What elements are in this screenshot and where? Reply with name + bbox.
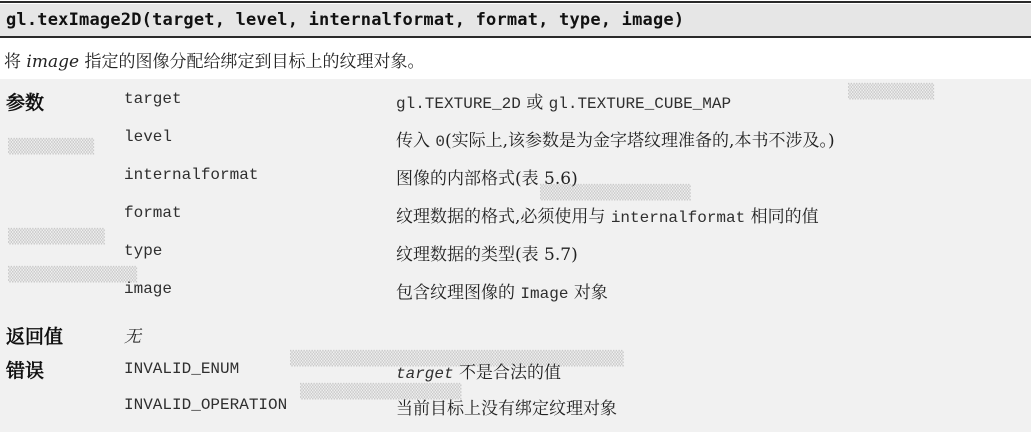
function-signature: gl.texImage2D(target, level, internalformat, format, type, image) [6,10,685,30]
error-row-invalid-operation [0,394,1031,426]
param-description: 纹理数据的格式,必须使用与 internalformat 相同的值 [396,207,819,227]
param-description: 图像的内部格式(表 5.6) [396,169,578,189]
return-value: 无 [124,327,141,347]
errors-section-label: 错误 [6,360,45,382]
param-name: level [124,128,173,146]
return-row [0,322,1031,354]
error-name: INVALID_OPERATION [124,396,288,414]
bleed-through-text: ▒▒▒▒▒▒▒▒▒▒▒▒▒▒▒▒▒▒▒▒▒▒▒▒▒▒▒▒▒▒▒ [290,351,624,367]
signature-rule [0,36,1031,38]
bleed-through-text: ▒▒▒▒▒▒▒▒▒▒▒▒ [8,267,138,283]
error-row-invalid-enum [0,356,1031,388]
bleed-through-text: ▒▒▒▒▒▒▒▒▒ [8,229,105,245]
description-after: 指定的图像分配给绑定到目标上的纹理对象。 [84,52,425,72]
param-description: 传入 0(实际上,该参数是为金字塔纹理准备的,本书不涉及。) [396,131,835,151]
error-description: 当前目标上没有绑定纹理对象 [396,399,617,419]
description-before: 将 [4,52,21,72]
param-name: format [124,204,182,222]
param-row-image [0,278,1031,310]
param-description: 纹理数据的类型(表 5.7) [396,245,578,265]
param-name: type [124,242,163,260]
param-name: target [124,90,182,108]
param-row-target [0,88,1031,120]
param-row-format [0,202,1031,234]
param-row-type [0,240,1031,272]
function-description [4,47,424,72]
param-row-internalformat [0,164,1031,196]
param-name: internalformat [124,166,259,184]
error-name: INVALID_ENUM [124,360,240,378]
top-rule [0,1,1031,3]
bleed-through-text: ▒▒▒▒▒▒▒▒▒▒▒▒▒▒▒ [300,384,462,400]
return-section-label: 返回值 [6,326,64,348]
bleed-through-text: ▒▒▒▒▒▒▒▒ [848,84,935,100]
param-name: image [124,280,173,298]
error-description: target 不是合法的值 [396,363,562,383]
param-description: 包含纹理图像的 Image 对象 [396,283,608,303]
params-section-label: 参数 [6,92,45,114]
description-param: image [26,52,80,72]
bleed-through-text: ▒▒▒▒▒▒▒▒▒▒▒▒▒▒ [540,185,691,201]
param-row-level [0,126,1031,158]
param-description: gl.TEXTURE_2D 或 gl.TEXTURE_CUBE_MAP [396,93,732,113]
bleed-through-text: ▒▒▒▒▒▒▒▒ [8,139,95,155]
